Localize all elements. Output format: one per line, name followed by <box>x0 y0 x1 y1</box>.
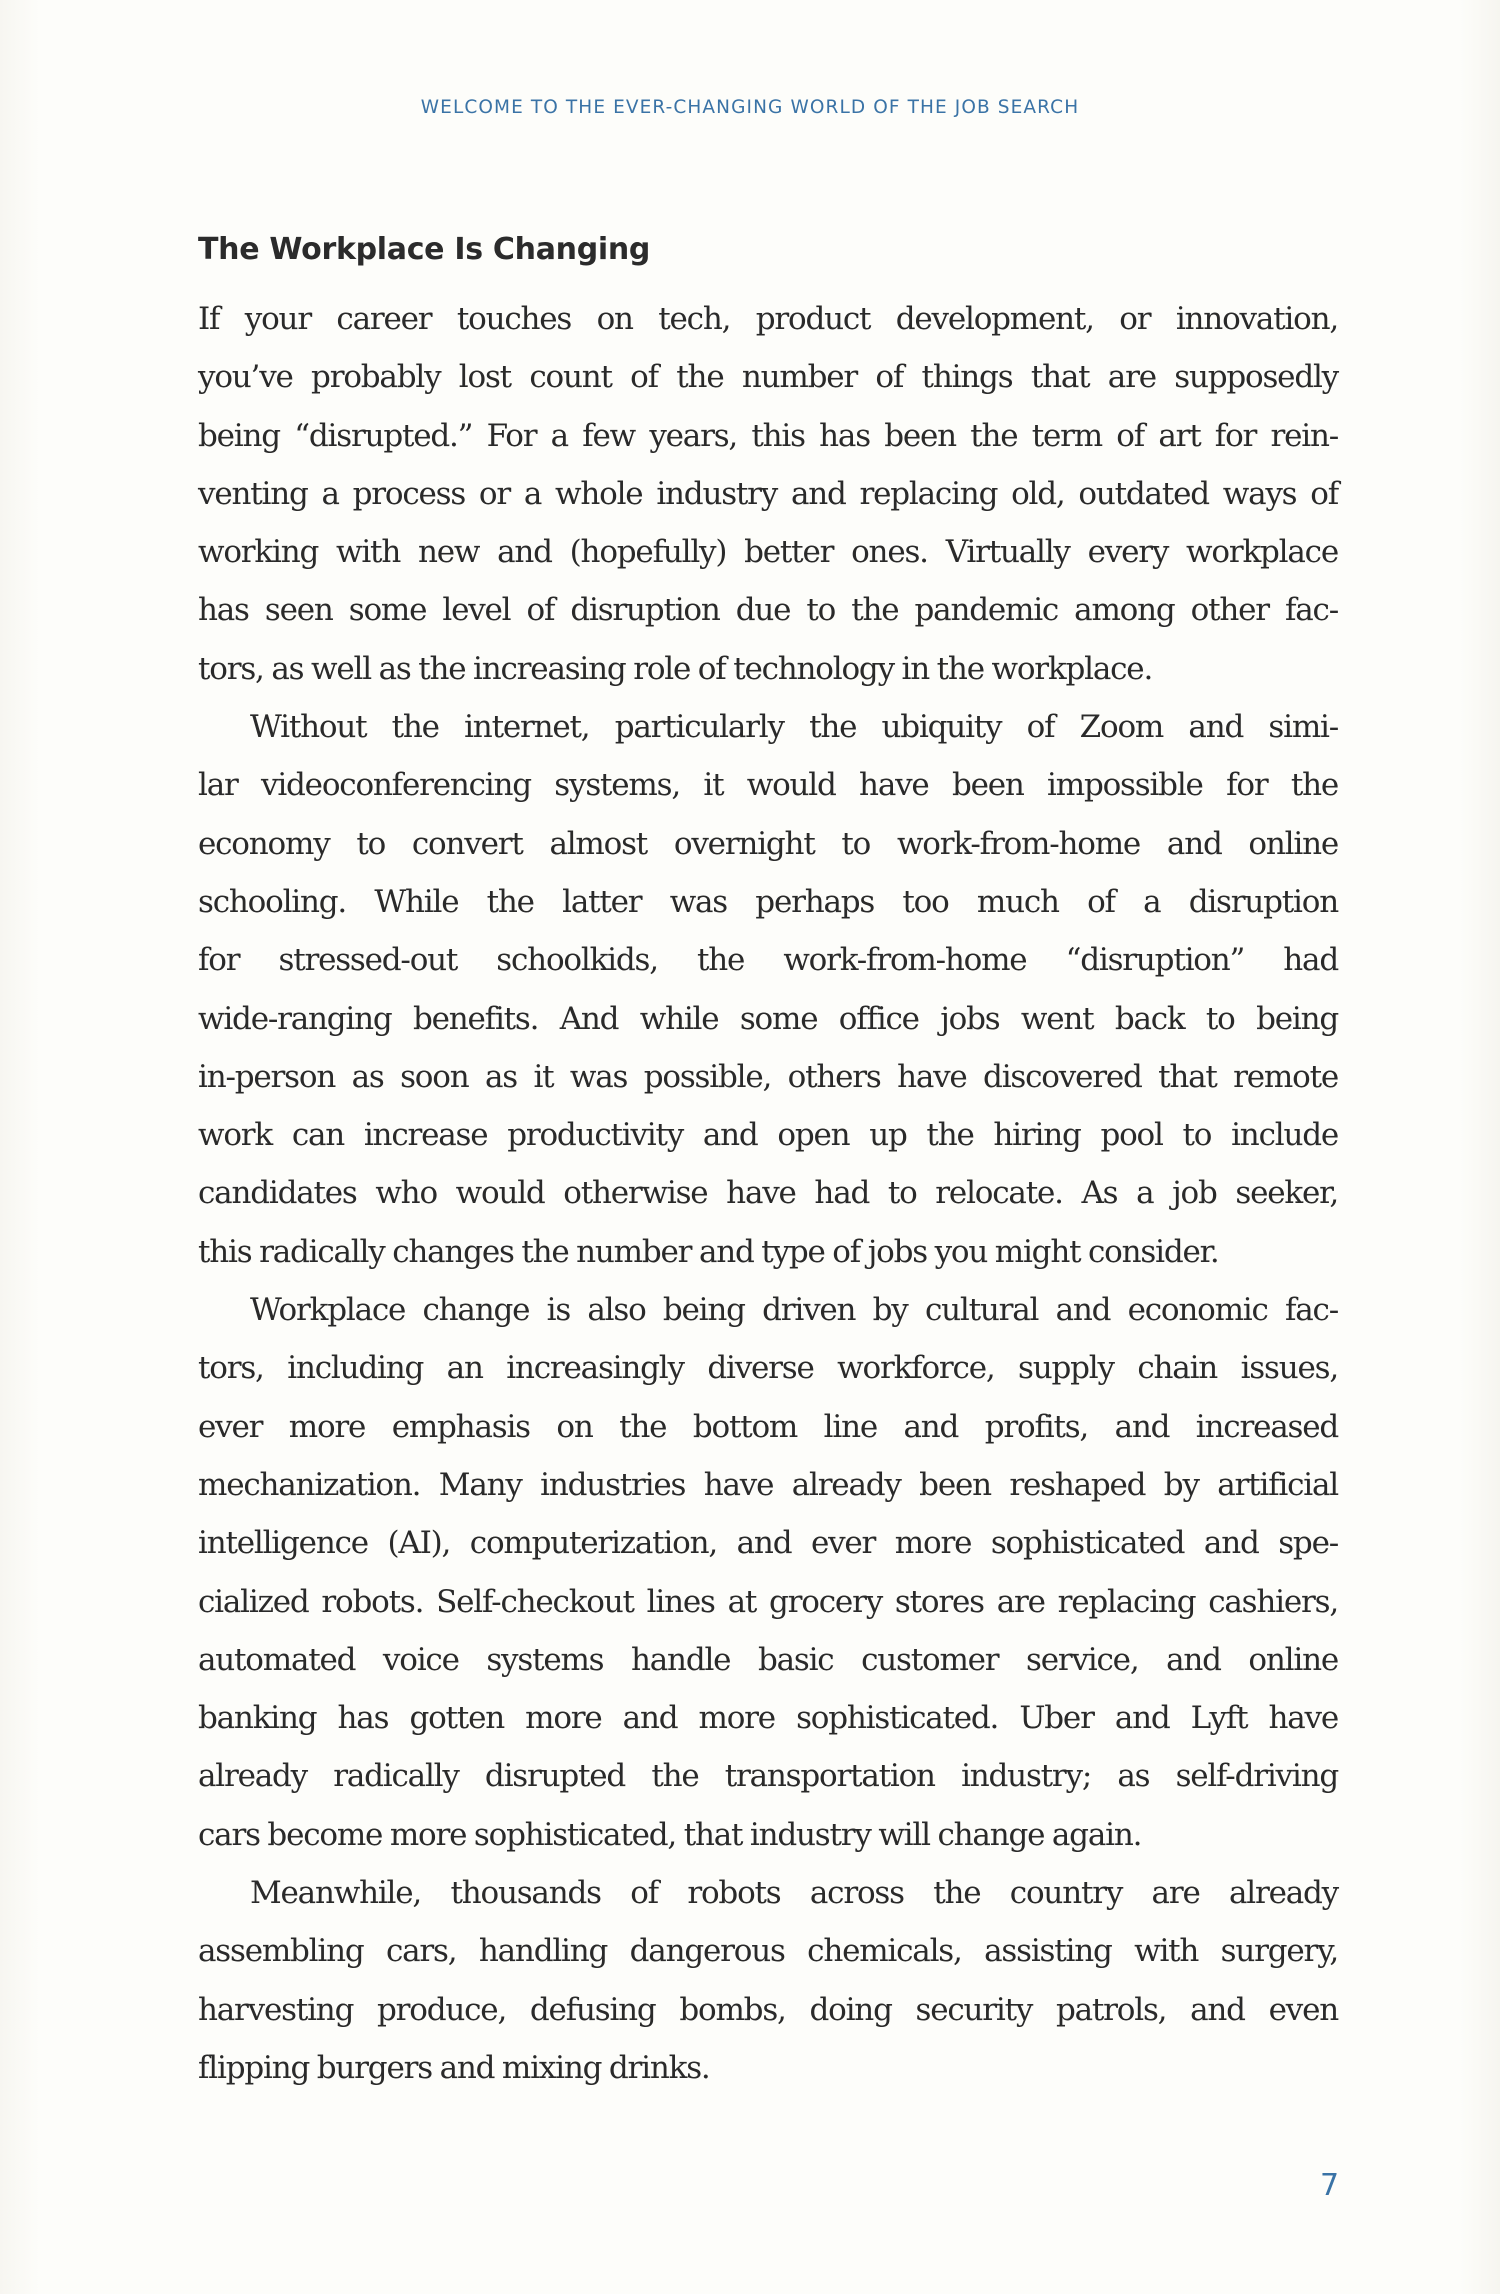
text-line: economy to convert almost overnight to work-from-home and online <box>198 825 1338 862</box>
paragraph-1 <box>198 290 1338 698</box>
text-line: venting a process or a whole industry and replacing old, outdated ways of <box>198 475 1338 512</box>
text-line: tors, including an increasingly diverse workforce, supply chain issues, <box>198 1350 1338 1387</box>
running-head: WELCOME TO THE EVER-CHANGING WORLD OF THE JOB SEARCH <box>420 97 1080 118</box>
text-line: has seen some level of disruption due to the pandemic among other fac- <box>198 592 1338 629</box>
text-line: work can increase productivity and open up the hiring pool to include <box>198 1117 1338 1154</box>
text-line: Without the internet, particularly the ubiquity of Zoom and simi- <box>250 709 1338 746</box>
text-line: Meanwhile, thousands of robots across the country are already <box>250 1875 1338 1912</box>
text-line: being “disrupted.” For a few years, this has been the term of art for rein- <box>198 417 1338 454</box>
text-line: for stressed-out schoolkids, the work-from-home “disruption” had <box>198 942 1338 979</box>
text-line: you’ve probably lost count of the number of things that are supposedly <box>198 359 1338 396</box>
paragraph-4 <box>198 1864 1338 2097</box>
text-line: already radically disrupted the transportation industry; as self-driving <box>198 1758 1338 1795</box>
text-line: candidates who would otherwise have had to relocate. As a job seeker, <box>198 1175 1338 1212</box>
text-line: schooling. While the latter was perhaps too much of a disruption <box>198 883 1338 920</box>
text-line: automated voice systems handle basic customer service, and online <box>198 1641 1338 1678</box>
text-line: banking has gotten more and more sophisticated. Uber and Lyft have <box>198 1700 1338 1737</box>
text-line: intelligence (AI), computerization, and ever more sophisticated and spe- <box>198 1525 1338 1562</box>
text-line: flipping burgers and mixing drinks. <box>198 2049 710 2086</box>
paragraph-2 <box>198 698 1338 1281</box>
text-line: ever more emphasis on the bottom line and profits, and increased <box>198 1408 1338 1445</box>
text-line: Workplace change is also being driven by cultural and economic fac- <box>250 1292 1338 1329</box>
body-text <box>198 290 1338 2097</box>
text-line: harvesting produce, defusing bombs, doing security patrols, and even <box>198 1991 1338 2028</box>
text-line: cars become more sophisticated, that industry will change again. <box>198 1816 1142 1853</box>
page-number: 7 <box>1320 2168 1340 2203</box>
text-line: this radically changes the number and type of jobs you might consider. <box>198 1233 1219 1270</box>
text-line: mechanization. Many industries have already been reshaped by artificial <box>198 1466 1338 1503</box>
text-line: working with new and (hopefully) better ones. Virtually every workplace <box>198 534 1338 571</box>
text-line: tors, as well as the increasing role of technology in the workplace. <box>198 650 1153 687</box>
text-line: wide-ranging benefits. And while some office jobs went back to being <box>198 1000 1338 1037</box>
section-heading: The Workplace Is Changing <box>198 232 651 267</box>
text-line: If your career touches on tech, product development, or innovation, <box>198 301 1338 337</box>
text-line: assembling cars, handling dangerous chemicals, assisting with surgery, <box>198 1933 1338 1970</box>
text-line: lar videoconferencing systems, it would have been impossible for the <box>198 767 1338 804</box>
paragraph-3 <box>198 1281 1338 1864</box>
text-line: in-person as soon as it was possible, others have discovered that remote <box>198 1058 1338 1095</box>
text-line: cialized robots. Self-checkout lines at grocery stores are replacing cashiers, <box>198 1583 1338 1620</box>
